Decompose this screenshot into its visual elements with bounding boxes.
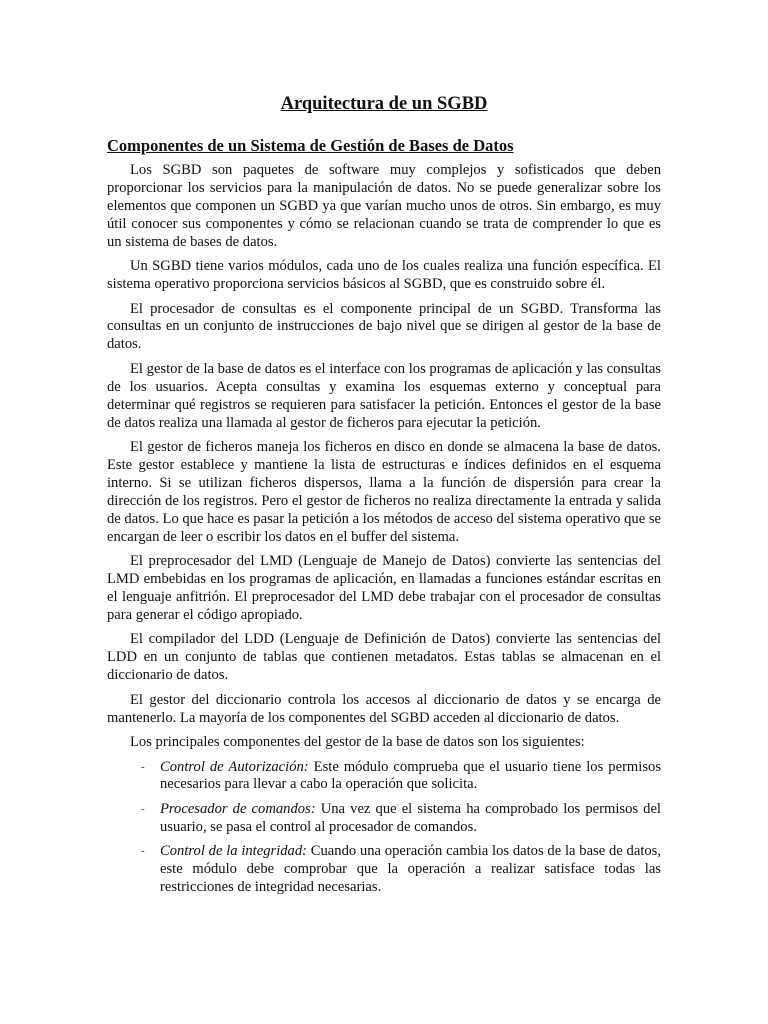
dash-bullet: - <box>141 760 145 773</box>
dash-bullet: - <box>141 802 145 815</box>
list-item-text: Este módulo comprueba que el usuario tiene los permisos necesarios para llevar a cabo la operación que solicita. <box>160 758 661 793</box>
paragraph-modulos: Un SGBD tiene varios módulos, cada uno de los cuales realiza una función específica. El sistema operativo proporciona servicios básicos al SGBD, que es construido sobre él. <box>107 258 661 293</box>
dash-bullet: - <box>141 845 145 858</box>
list-item-term: Procesador de comandos: <box>160 800 316 817</box>
paragraph-compilador-ldd: El compilador del LDD (Lenguaje de Definición de Datos) convierte las sentencias del LDD en un conjunto de tablas que contienen metadatos. Estas tablas se almacenan en el diccionario de datos. <box>107 631 661 684</box>
paragraph-gestor-diccionario: El gestor del diccionario controla los accesos al diccionario de datos y se encarga de mantenerlo. La mayoría de los componentes del SGBD acceden al diccionario de datos. <box>107 691 661 726</box>
document-title: Arquitectura de un SGBD <box>280 94 488 114</box>
section-heading: Componentes de un Sistema de Gestión de Bases de Datos <box>107 136 514 155</box>
list-item-control-integridad <box>107 843 661 897</box>
paragraph-gestor-ficheros: El gestor de ficheros maneja los ficheros en disco en donde se almacena la base de datos. Este gestor establece y mantiene la lista de estructuras e índices definidos en el esquema interno. Si se utilizan ficheros dispersos, llama a la función de dispersión para crear la dirección de los registros. Pero el gestor de ficheros no realiza directamente la entrada y salida de datos. Lo que hace es pasar la petición a los métodos de acceso del sistema operativo que se encargan de leer o escribir los datos en el buffer del sistema. <box>107 439 661 545</box>
list-item-text: Cuando una operación cambia los datos de la base de datos, este módulo debe comprobar que la operación a realizar satisface todas las restricciones de integridad necesarias. <box>160 843 661 896</box>
paragraph-gestor-base-datos: El gestor de la base de datos es el interface con los programas de aplicación y las consultas de los usuarios. Acepta consultas y examina los esquemas externo y conceptual para determinar qué registros se requieren para satisfacer la petición. Entonces el gestor de la base de datos realiza una llamada al gestor de ficheros para ejecutar la petición. <box>107 360 661 431</box>
list-item-control-autorizacion <box>107 759 661 795</box>
list-intro: Los principales componentes del gestor de la base de datos son los siguientes: <box>130 734 585 751</box>
paragraph-preprocesador-lmd: El preprocesador del LMD (Lenguaje de Manejo de Datos) convierte las sentencias del LMD embebidas en los programas de aplicación, en llamadas a funciones estándar escritas en el lenguaje anfitrión. El preprocesador del LMD debe trabajar con el procesador de consultas para generar el código apropiado. <box>107 553 661 623</box>
components-list <box>107 759 661 898</box>
list-item-procesador-comandos <box>107 801 661 837</box>
list-item-text: Una vez que el sistema ha comprobado los permisos del usuario, se pasa el control al procesador de comandos. <box>160 800 661 835</box>
list-item-term: Control de Autorización: <box>160 758 309 775</box>
paragraph-intro-sgbd: Los SGBD son paquetes de software muy complejos y sofisticados que deben proporcionar los servicios para la manipulación de datos. No se puede generalizar sobre los elementos que componen un SGBD ya que varían mucho unos de otros. Sin embargo, es muy útil conocer sus componentes y cómo se relacionan cuando se trata de comprender lo que es un sistema de bases de datos. <box>107 162 661 250</box>
list-item-term: Control de la integridad: <box>160 843 307 860</box>
paragraph-procesador-consultas: El procesador de consultas es el componente principal de un SGBD. Transforma las consultas en un conjunto de instrucciones de bajo nivel que se dirigen al gestor de la base de datos. <box>107 300 661 353</box>
